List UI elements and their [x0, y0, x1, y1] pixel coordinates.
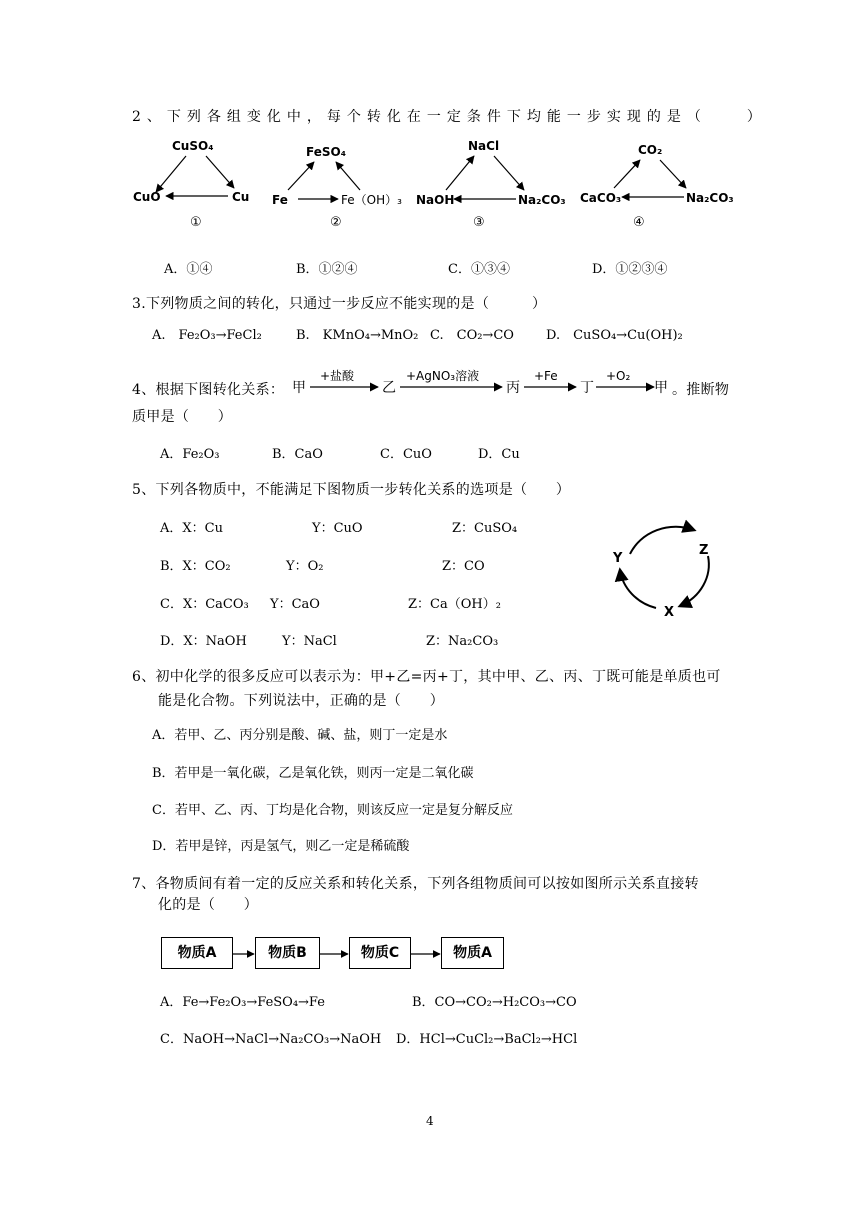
q3-option-a: A. Fe₂O₃→FeCl₂ [152, 328, 262, 343]
q7-option-d: D．HCl→CuCl₂→BaCl₂→HCl [396, 1032, 578, 1047]
q7-option-c: C．NaOH→NaCl→Na₂CO₃→NaOH [160, 1032, 382, 1047]
cycle-x: X [664, 605, 675, 620]
diagram-3-right: Na₂CO₃ [518, 193, 566, 207]
diagram-3-left: NaOH [416, 193, 455, 207]
arrow [680, 556, 709, 606]
chain-bing: 丙 [506, 380, 520, 396]
diagram-1-left: CuO [133, 190, 161, 204]
q3-option-c: C. CO₂→CO [430, 328, 514, 343]
q5-b-z: Z：CO [442, 559, 485, 574]
q3-stem: 3.下列物质之间的转化，只通过一步反应不能实现的是（ ） [132, 296, 547, 312]
q7-box-c: 物质C [349, 937, 411, 969]
q5-d-y: Y：NaCl [282, 634, 337, 649]
reagent-1: +盐酸 [320, 369, 355, 383]
q2-diagrams [128, 132, 748, 232]
diagram-3-num: ③ [473, 215, 485, 230]
q3-option-d: D. CuSO₄→Cu(OH)₂ [546, 328, 683, 343]
q5-b-y: Y：O₂ [286, 559, 324, 574]
arrow [156, 156, 186, 192]
q6-option-a: A．若甲、乙、丙分别是酸、碱、盐，则丁一定是水 [152, 728, 448, 743]
reagent-2: +AgNO₃溶液 [406, 369, 480, 383]
diagram-2-left: Fe [272, 193, 288, 207]
diagram-1-num: ① [190, 215, 202, 230]
q5-cycle-diagram [600, 508, 730, 628]
q4-option-a: A．Fe₂O₃ [160, 447, 220, 462]
diagram-3-top: NaCl [468, 139, 500, 153]
q2-stem: 2、下列各组变化中，每个转化在一定条件下均能一步实现的是（ ） [132, 109, 767, 125]
q6-option-d: D．若甲是锌，丙是氢气，则乙一定是稀硫酸 [152, 839, 410, 854]
q2-option-c: C．①③④ [448, 262, 510, 277]
q6-line2: 能是化合物。下列说法中，正确的是（ ） [158, 693, 444, 709]
q2-option-b: B．①②④ [296, 262, 358, 277]
reagent-3: +Fe [534, 369, 558, 383]
q4-option-c: C．CuO [380, 447, 432, 462]
q7-line1: 7、各物质间有着一定的反应关系和转化关系，下列各组物质间可以按如图所示关系直接转 [132, 876, 699, 892]
chain-yi: 乙 [382, 380, 396, 396]
diagram-4-left: CaCO₃ [580, 191, 622, 205]
q4-prefix: 4、根据下图转化关系： [132, 382, 285, 398]
q5-a-z: Z：CuSO₄ [452, 521, 518, 536]
diagram-2-top: FeSO₄ [306, 145, 346, 159]
q7-option-a: A．Fe→Fe₂O₃→FeSO₄→Fe [160, 995, 325, 1010]
diagram-2-right: Fe（OH）₃ [341, 193, 402, 207]
arrow [614, 160, 640, 188]
arrow [446, 156, 474, 190]
q5-c-x: C．X：CaCO₃ [160, 597, 249, 612]
chain-jia-end: 甲 [654, 380, 668, 396]
q4-suffix: 。推断物 [672, 382, 730, 398]
arrow [494, 156, 524, 190]
arrow [336, 162, 360, 190]
q6-option-c: C．若甲、乙、丙、丁均是化合物，则该反应一定是复分解反应 [152, 803, 513, 818]
q4-option-d: D．Cu [478, 447, 520, 462]
q5-d-z: Z：Na₂CO₃ [426, 634, 499, 649]
arrow [206, 156, 234, 188]
diagram-1-top: CuSO₄ [172, 139, 214, 153]
arrow [660, 160, 686, 188]
q7-box-b: 物质B [255, 937, 320, 969]
diagram-3 [416, 139, 566, 230]
q4-line2: 质甲是（ ） [132, 409, 233, 425]
q7-option-b: B．CO→CO₂→H₂CO₃→CO [412, 995, 577, 1010]
diagram-4-num: ④ [633, 215, 645, 230]
q7-line2: 化的是（ ） [158, 897, 259, 913]
diagram-1 [133, 139, 249, 230]
q5-a-y: Y：CuO [312, 521, 363, 536]
q2-option-d: D．①②③④ [592, 262, 668, 277]
q5-c-z: Z：Ca（OH）₂ [408, 597, 501, 612]
q5-c-y: Y：CaO [270, 597, 320, 612]
diagram-1-right: Cu [232, 190, 250, 204]
q7-arrows [230, 944, 445, 964]
diagram-2-num: ② [330, 215, 342, 230]
q5-d-x: D．X：NaOH [160, 634, 247, 649]
chain-jia: 甲 [292, 380, 306, 396]
q2-option-a: A．①④ [164, 262, 213, 277]
q5-a-x: A．X：Cu [160, 521, 223, 536]
reagent-4: +O₂ [606, 369, 631, 383]
q7-box-a1: 物质A [161, 937, 233, 969]
q5-b-x: B．X：CO₂ [160, 559, 231, 574]
page-number: 4 [426, 1114, 434, 1128]
cycle-z: Z [699, 543, 709, 558]
diagram-2 [272, 145, 402, 230]
q6-option-b: B．若甲是一氧化碳，乙是氧化铁，则丙一定是二氧化碳 [152, 766, 474, 781]
cycle-y: Y [613, 551, 623, 566]
arrow [630, 527, 694, 554]
diagram-4-top: CO₂ [638, 143, 663, 157]
diagram-4-right: Na₂CO₃ [686, 191, 734, 205]
q3-option-b: B. KMnO₄→MnO₂ [296, 328, 419, 343]
chain-ding: 丁 [580, 380, 594, 396]
q7-box-a2: 物质A [441, 937, 504, 969]
arrow [620, 570, 656, 608]
q4-chain [290, 366, 710, 400]
diagram-4 [580, 143, 734, 230]
arrow [288, 162, 314, 190]
q6-line1: 6、初中化学的很多反应可以表示为：甲+乙=丙+丁，其中甲、乙、丙、丁既可能是单质也可 [132, 669, 721, 685]
q4-option-b: B．CaO [272, 447, 323, 462]
q5-stem: 5、下列各物质中，不能满足下图物质一步转化关系的选项是（ ） [132, 482, 571, 498]
